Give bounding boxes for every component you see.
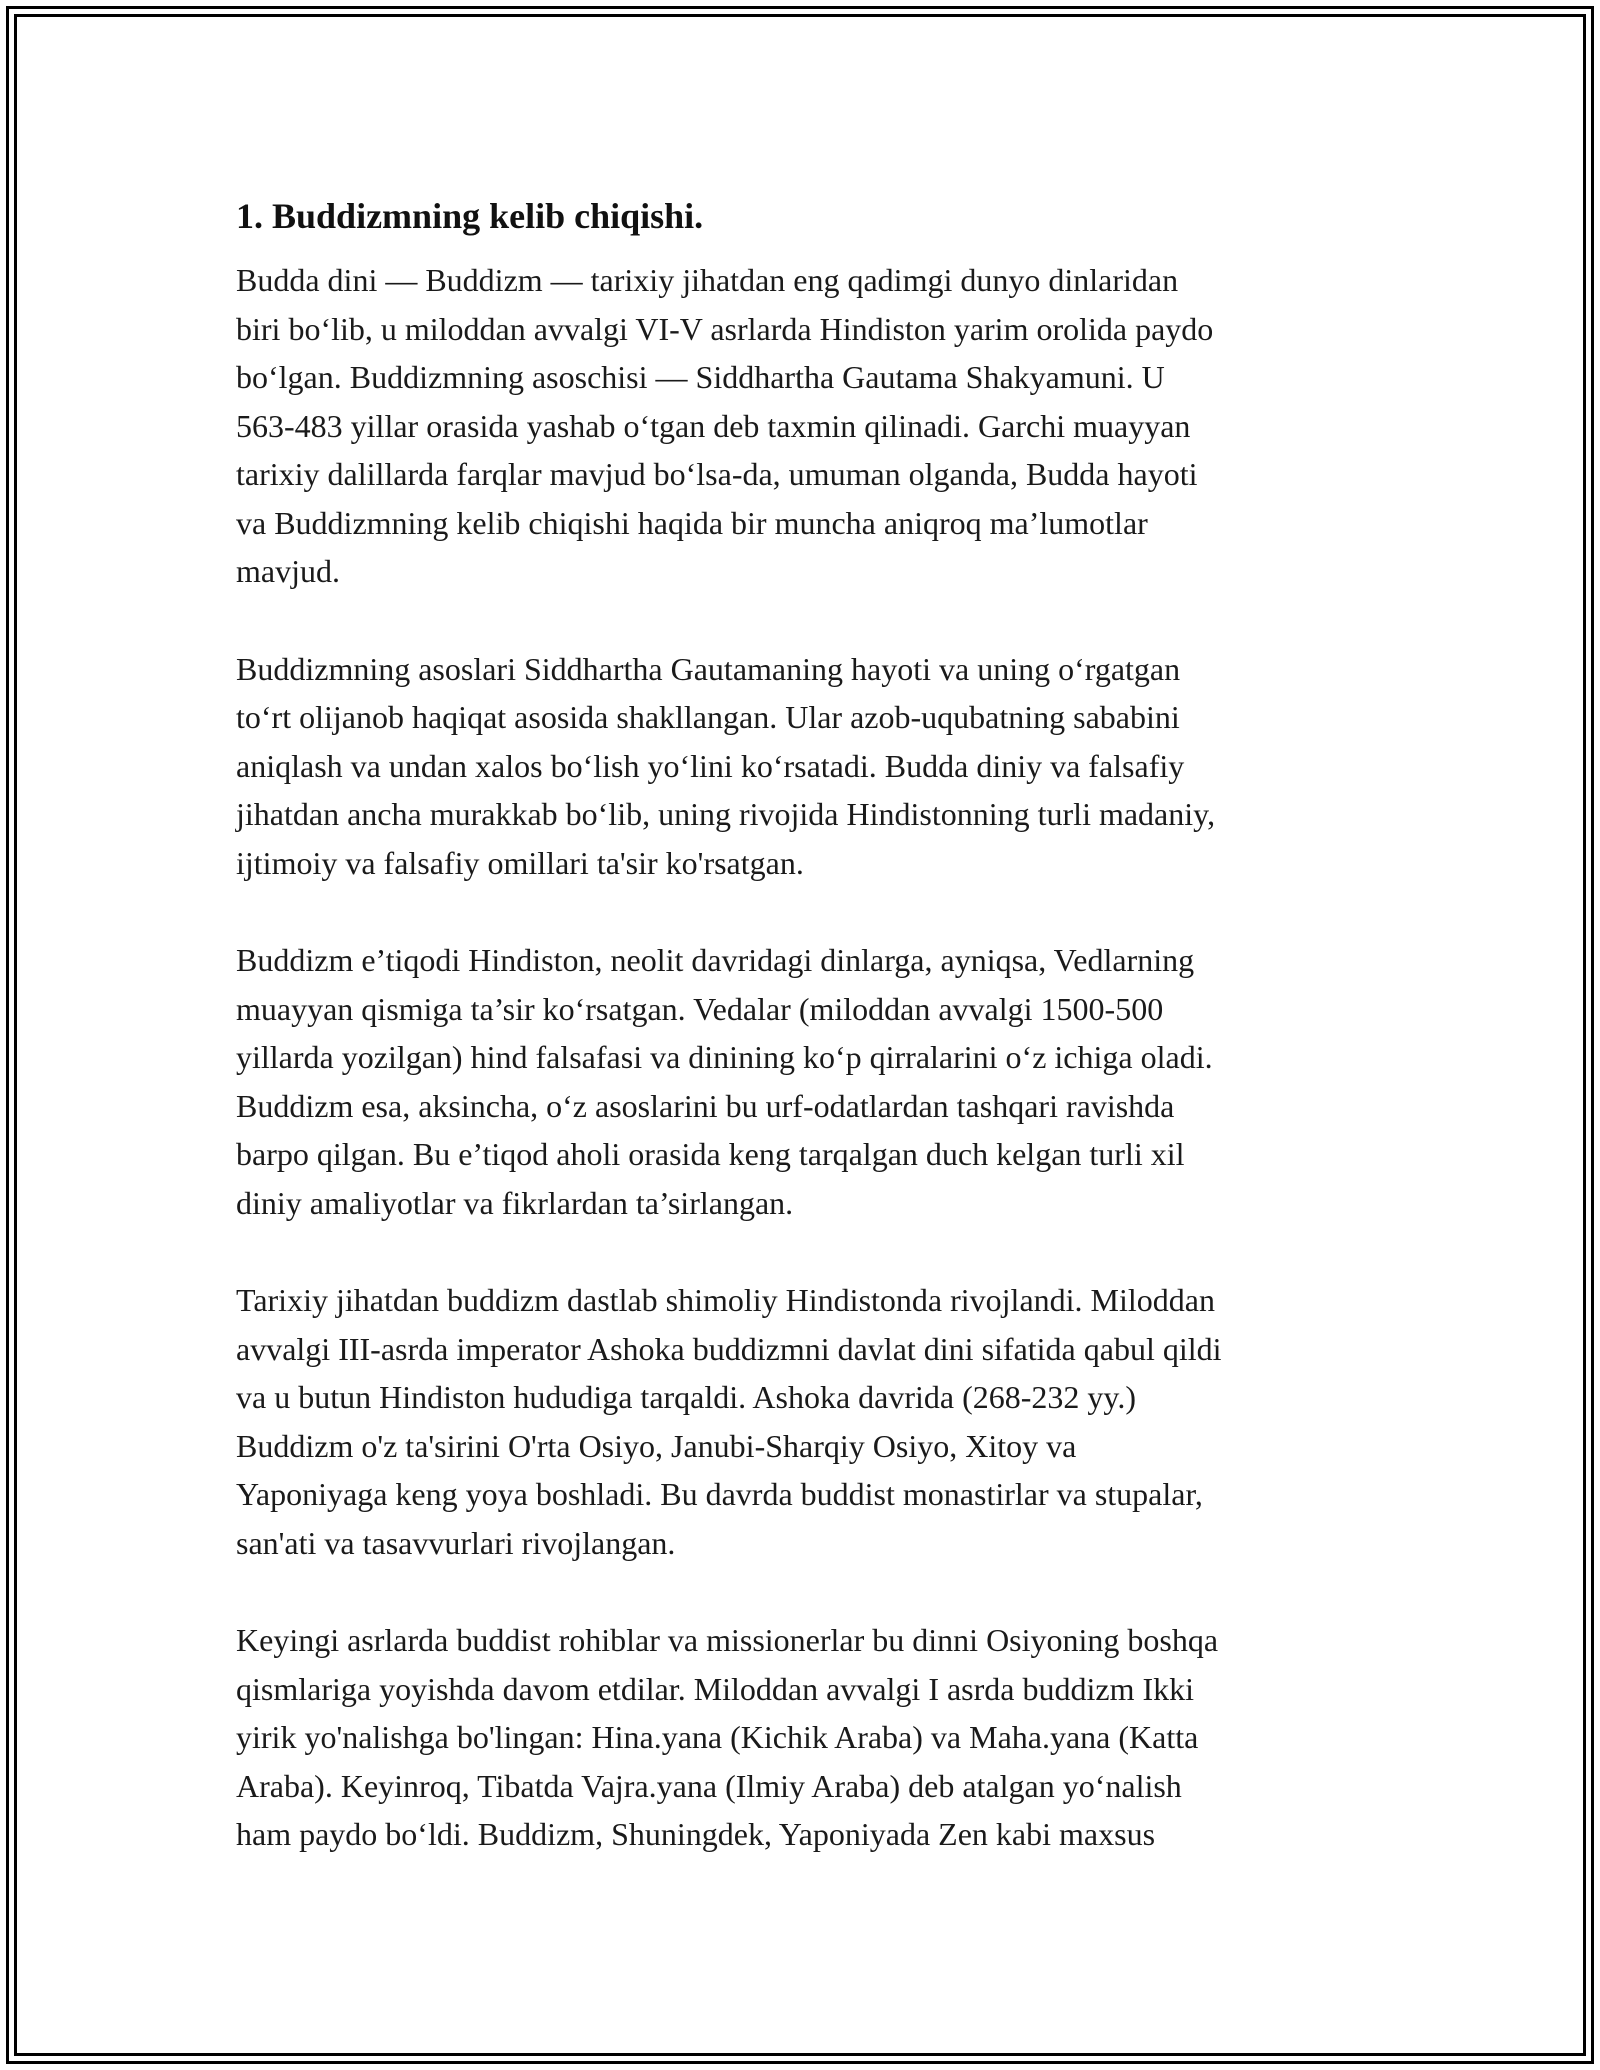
text-line: ham paydo bo‘ldi. Buddizm, Shuningdek, Yaponiyada Zen kabi maxsus <box>236 1816 1156 1852</box>
text-line: to‘rt olijanob haqiqat asosida shakllangan. Ular azob-uqubatning sababini <box>236 699 1180 735</box>
document-body <box>236 186 1386 1908</box>
text-line: Buddizm e’tiqodi Hindiston, neolit davridagi dinlarga, ayniqsa, Vedlarning <box>236 942 1195 978</box>
text-line: 563-483 yillar orasida yashab o‘tgan deb taxmin qilinadi. Garchi muayyan <box>236 407 1191 444</box>
text-line: Yaponiyaga keng yoya boshladi. Bu davrda buddist monastirlar va stupalar, <box>236 1476 1203 1512</box>
paragraph-5 <box>236 1616 1386 1859</box>
text-line: jihatdan ancha murakkab bo‘lib, uning rivojida Hindistonning turli madaniy, <box>236 796 1216 832</box>
text-line: barpo qilgan. Bu e’tiqod aholi orasida keng tarqalgan duch kelgan turli xil <box>236 1136 1185 1172</box>
text-line: Tarixiy jihatdan buddizm dastlab shimoliy Hindistonda rivojlandi. Miloddan <box>236 1282 1215 1318</box>
text-line: Buddizmning asoslari Siddhartha Gautamaning hayoti va uning o‘rgatgan <box>236 650 1181 687</box>
text-line: yillarda yozilgan) hind falsafasi va dinining ko‘p qirralarini o‘z ichiga oladi. <box>236 1039 1213 1075</box>
paragraph-4 <box>236 1276 1386 1567</box>
text-line: avvalgi III-asrda imperator Ashoka buddizmni davlat dini sifatida qabul qildi <box>236 1330 1222 1367</box>
text-line: ijtimoiy va falsafiy omillari ta'sir ko'rsatgan. <box>236 844 804 881</box>
text-line: va Buddizmning kelib chiqishi haqida bir muncha aniqroq ma’lumotlar <box>236 504 1148 541</box>
text-line: biri bo‘lib, u miloddan avvalgi VI-V asrlarda Hindiston yarim orolida paydo <box>236 310 1214 347</box>
text-line: muayyan qismiga ta’sir ko‘rsatgan. Vedalar (miloddan avvalgi 1500-500 <box>236 990 1164 1027</box>
text-line: aniqlash va undan xalos bo‘lish yo‘lini ko‘rsatadi. Budda diniy va falsafiy <box>236 747 1185 784</box>
text-line: Budda dini — Buddizm — tarixiy jihatdan eng qadimgi dunyo dinlaridan <box>236 262 1179 298</box>
paragraph-3 <box>236 936 1386 1227</box>
section-heading: 1. Buddizmning kelib chiqishi. <box>236 196 704 236</box>
text-line: bo‘lgan. Buddizmning asoschisi — Siddhartha Gautama Shakyamuni. U <box>236 359 1165 395</box>
text-line: Keyingi asrlarda buddist rohiblar va missionerlar bu dinni Osiyoning boshqa <box>236 1622 1219 1658</box>
text-line: va u butun Hindiston hududiga tarqaldi. Ashoka davrida (268-232 yy.) <box>236 1379 1136 1415</box>
text-line: Buddizm o'z ta'sirini O'rta Osiyo, Janubi-Sharqiy Osiyo, Xitoy va <box>236 1427 1077 1464</box>
paragraph-1 <box>236 256 1386 596</box>
text-line: mavjud. <box>236 553 340 589</box>
text-line: Buddizm esa, aksincha, o‘z asoslarini bu urf-odatlardan tashqari ravishda <box>236 1087 1175 1124</box>
text-line: diniy amaliyotlar va fikrlardan ta’sirlangan. <box>236 1184 794 1221</box>
text-line: san'ati va tasavvurlari rivojlangan. <box>236 1524 676 1561</box>
text-line: Araba). Keyinroq, Tibatda Vajra.yana (Ilmiy Araba) deb atalgan yo‘nalish <box>236 1767 1182 1804</box>
text-line: tarixiy dalillarda farqlar mavjud bo‘lsa-da, umuman olganda, Budda hayoti <box>236 456 1198 492</box>
text-line: qismlariga yoyishda davom etdilar. Miloddan avvalgi I asrda buddizm Ikki <box>236 1670 1195 1707</box>
text-line: yirik yo'nalishga bo'lingan: Hina.yana (Kichik Araba) va Maha.yana (Katta <box>236 1719 1199 1755</box>
paragraph-2 <box>236 645 1386 888</box>
